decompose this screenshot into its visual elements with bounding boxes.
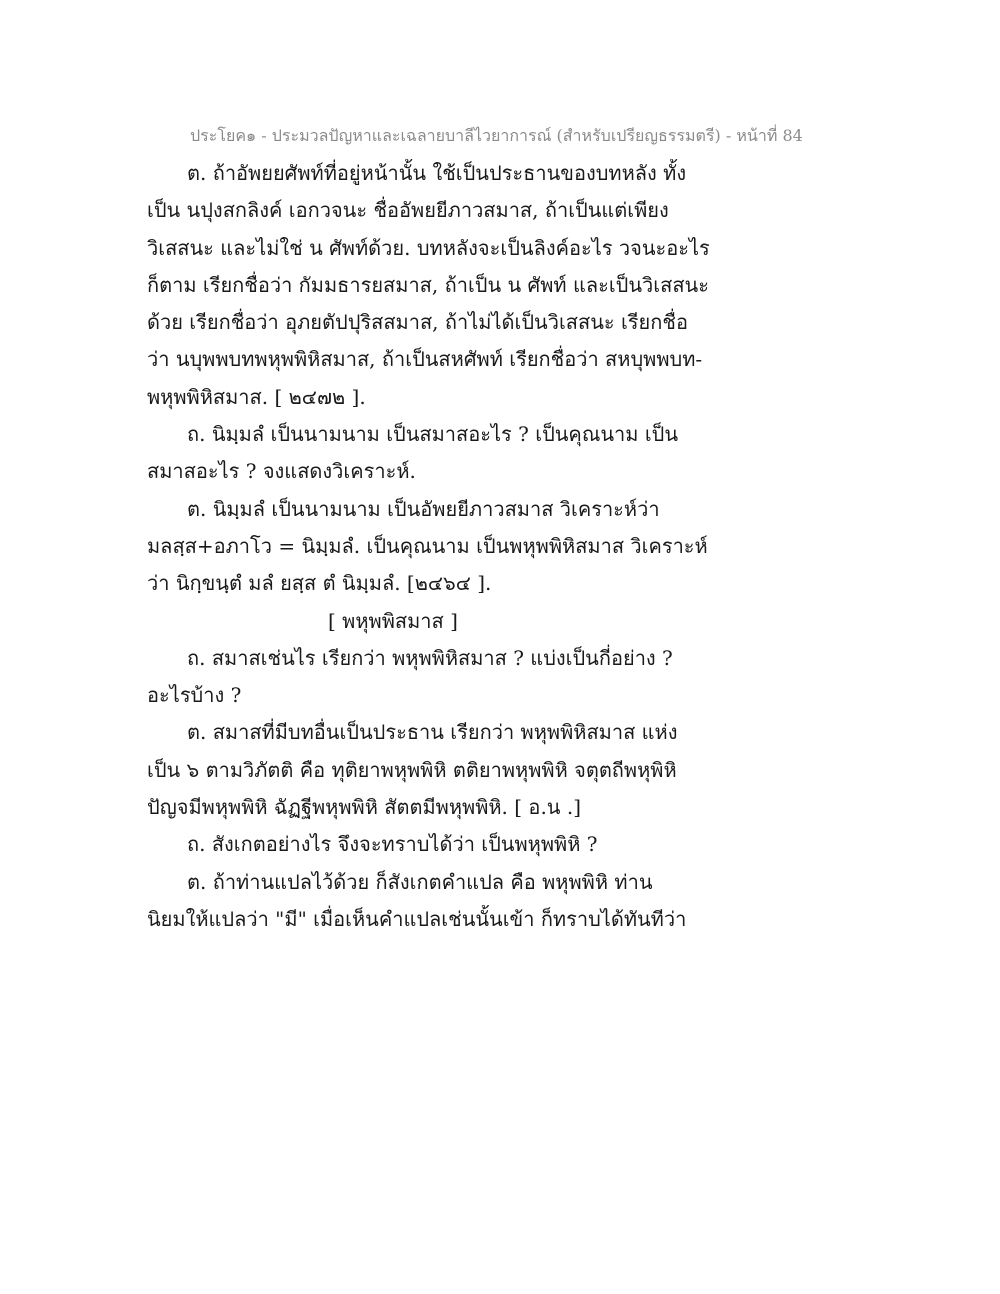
paragraph-line: มลสฺส+อภาโว = นิมฺมลํ. เป็นคุณนาม เป็นพหุพพิหิสมาส วิเคราะห์: [147, 533, 708, 558]
paragraph-line: ว่า นิกฺขนฺตํ มลํ ยสฺส ตํ นิมฺมลํ. [๒๔๖๔ ].: [147, 571, 492, 596]
paragraph-line: ด้วย เรียกชื่อว่า อุภยตัปปุริสสมาส, ถ้าไม่ได้เป็นวิเสสนะ เรียกชื่อ: [147, 310, 688, 335]
paragraph-line: ก็ตาม เรียกชื่อว่า กัมมธารยสมาส, ถ้าเป็น น ศัพท์ และเป็นวิเสสนะ: [147, 272, 709, 297]
section-heading: [ พหุพพิสมาส ]: [328, 608, 458, 633]
paragraph-line: ว่า นบุพพบทพหุพพิหิสมาส, ถ้าเป็นสหศัพท์ เรียกชื่อว่า สหบุพพบท-: [147, 347, 703, 372]
paragraph-line: ถ. นิมฺมลํ เป็นนามนาม เป็นสมาสอะไร ? เป็นคุณนาม เป็น: [187, 422, 679, 447]
running-head: ประโยค๑ - ประมวลปัญหาและเฉลายบาลีไวยาการณ์ (สำหรับเปรียญธรรมตรี) - หน้าที่ 84: [190, 126, 803, 145]
paragraph-line: นิยมให้แปลว่า "มี" เมื่อเห็นคำแปลเช่นนั้นเข้า ก็ทราบได้ทันทีว่า: [147, 906, 687, 931]
paragraph-line: เป็น นปุงสกลิงค์ เอกวจนะ ชื่ออัพยยีภาวสมาส, ถ้าเป็นแต่เพียง: [147, 198, 669, 223]
paragraph-line: พหุพพิหิสมาส. [ ๒๔๗๒ ].: [147, 384, 366, 409]
paragraph-line: ปัญจมีพหุพพิหิ ฉัฏฐีพหุพพิหิ สัตตมีพหุพพิหิ. [ อ.น .]: [147, 795, 581, 820]
paragraph-line: ถ. สมาสเช่นไร เรียกว่า พหุพพิหิสมาส ? แบ่งเป็นกี่อย่าง ?: [187, 645, 673, 670]
paragraph-line: ต. สมาสที่มีบทอื่นเป็นประธาน เรียกว่า พหุพพิหิสมาส แห่ง: [187, 720, 678, 745]
paragraph-line: ต. ถ้าอัพยยศัพท์ที่อยู่หน้านั้น ใช้เป็นประธานของบทหลัง ทั้ง: [187, 161, 687, 185]
paragraph-line: ถ. สังเกตอย่างไร จึงจะทราบได้ว่า เป็นพหุพพิหิ ?: [187, 832, 598, 857]
paragraph-line: ต. ถ้าท่านแปลไว้ด้วย ก็สังเกตคำแปล คือ พหุพพิหิ ท่าน: [187, 869, 653, 894]
page-body: [147, 155, 767, 938]
paragraph-line: อะไรบ้าง ?: [147, 683, 242, 708]
paragraph-line: เป็น ๖ ตามวิภัตติ คือ ทุติยาพหุพพิหิ ตติยาพหุพพิหิ จตุตถีพหุพิหิ: [147, 757, 677, 782]
paragraph-line: สมาสอะไร ? จงแสดงวิเคราะห์.: [147, 459, 416, 484]
paragraph-line: ต. นิมฺมลํ เป็นนามนาม เป็นอัพยยีภาวสมาส วิเคราะห์ว่า: [187, 496, 660, 521]
paragraph-line: วิเสสนะ และไม่ใช่ น ศัพท์ด้วย. บทหลังจะเป็นลิงค์อะไร วจนะอะไร: [147, 235, 710, 260]
